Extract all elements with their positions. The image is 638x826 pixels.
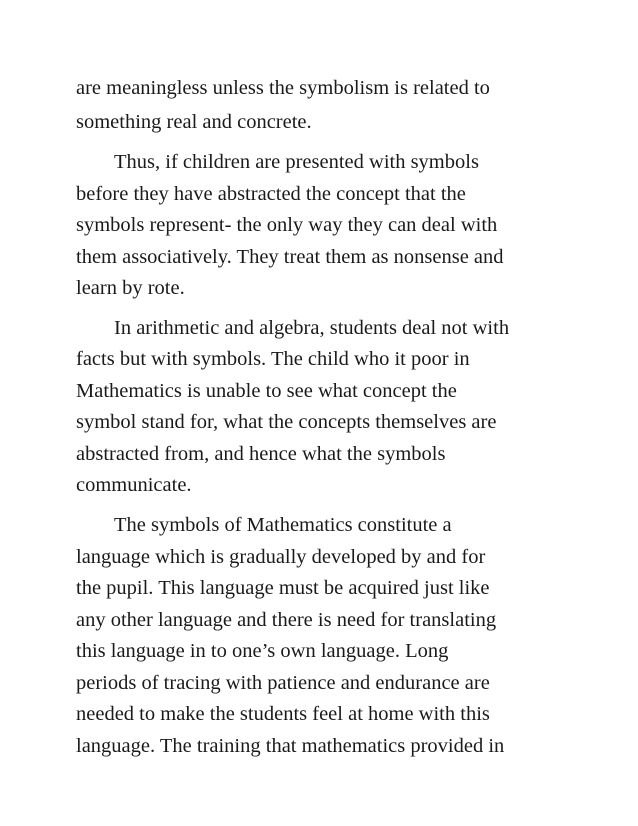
text-line: periods of tracing with patience and endurance are (76, 672, 490, 694)
text-line: language which is gradually developed by and for (76, 546, 486, 568)
paragraph-first-line: The symbols of Mathematics constitute a (114, 514, 452, 536)
text-line: something real and concrete. (76, 111, 312, 133)
text-line: language. The training that mathematics provided in (76, 735, 505, 757)
text-line: any other language and there is need for translating (76, 609, 497, 631)
text-line: communicate. (76, 474, 192, 496)
text-line: abstracted from, and hence what the symbols (76, 443, 446, 465)
text-line: them associatively. They treat them as nonsense and (76, 246, 504, 268)
text-line: before they have abstracted the concept that the (76, 183, 466, 205)
text-line: are meaningless unless the symbolism is related to (76, 77, 490, 99)
text-line: symbol stand for, what the concepts themselves are (76, 411, 497, 433)
text-line: needed to make the students feel at home with this (76, 703, 490, 725)
text-line: this language in to one’s own language. Long (76, 640, 449, 662)
paragraph-first-line: Thus, if children are presented with symbols (114, 151, 479, 173)
paragraph-first-line: In arithmetic and algebra, students deal not with (114, 317, 510, 339)
text-line: the pupil. This language must be acquired just like (76, 577, 490, 599)
text-line: learn by rote. (76, 277, 185, 299)
text-line: symbols represent- the only way they can deal with (76, 214, 498, 236)
text-line: Mathematics is unable to see what concept the (76, 380, 457, 402)
text-line: facts but with symbols. The child who it poor in (76, 348, 470, 370)
